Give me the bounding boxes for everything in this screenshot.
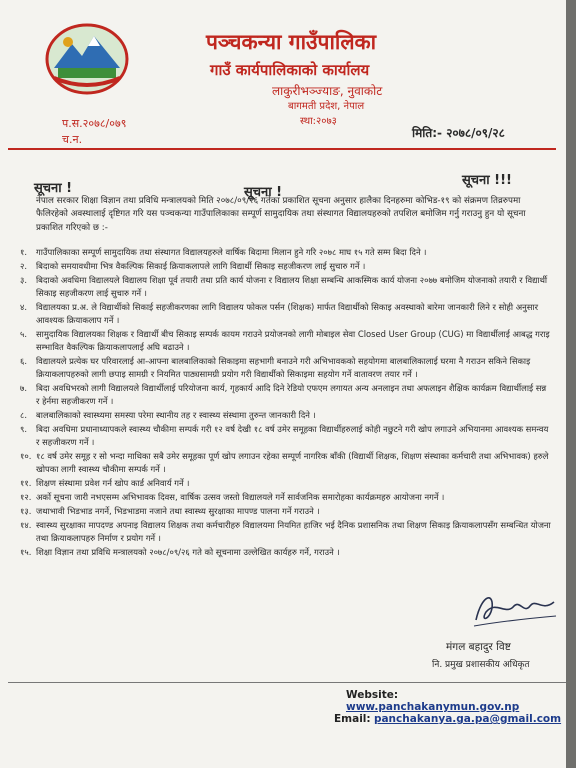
list-item-text: बालबालिकाको स्वास्थ्यमा समस्या परेमा स्थानीय तह र स्वास्थ्य संस्थामा तुरुन्त जानकारी दिने ।: [36, 410, 316, 420]
office-name: गाउँ कार्यपालिकाको कार्यालय: [210, 61, 370, 79]
list-item-text: विद्यालयले प्रत्येक घर परिवारलाई आ-आफ्ना बालबालिकाको सिकाइमा सहभागी बनाउने गरी अभिभावकको सहयोगमा बालबालिकालाई घरमा नै गराउन सकिने सिकाइ क्रियाकलापहरुको लागी छपाइ सामग्री र नियमित पाठ्यसामग्री प्रयोग गरी विद्यार्थीको सिकाइमा सहयोग गर्ने वातावरण तयार गर्ने ।: [36, 356, 531, 379]
list-item-number: १०.: [20, 451, 32, 461]
list-item: [20, 274, 552, 300]
footer-website: [346, 689, 566, 713]
directive-list: [20, 246, 552, 560]
list-item-text: बिदा अवधिभरको लागी विद्यालयले विद्यार्थीलाई परियोजना कार्य, गृहकार्य आदि दिने रेडियो एफएम लगायत अन्य अनलाइन तथा अफलाइन शैक्षिक कार्यक्रम विद्यार्थीलाई सन्न र हेर्नमा सहजीकरण गर्ने ।: [36, 383, 547, 406]
list-item: [20, 355, 552, 381]
dispatch-number: च.न.: [62, 133, 83, 146]
footer-divider: [8, 682, 566, 683]
list-item-number: ४.: [20, 302, 28, 312]
intro-paragraph: [36, 195, 554, 235]
signatory-name: मंगल बहादुर विष्ट: [446, 641, 511, 653]
intro-text: नेपाल सरकार शिक्षा विज्ञान तथा प्रविधि मन्त्रालयको मिति २०७८/०९/२६ गतेका प्रकाशित सूचना अनुसार हालैका दिनहरुमा कोभिड-१९ को संक्रमण तिव्ररुपमा फैलिरहेको अवस्थालाई दृष्टिगत गरि यस पञ्चकन्या गाउँपालिकाका सम्पूर्ण सामुदायिक तथा संस्थागत विद्यालयहरुको तपशिल बमोजिम गर्नु गराउनु हुन यो सूचना प्रकाशित गरिएको छ :-: [36, 196, 526, 233]
list-item-number: ७.: [20, 383, 28, 393]
list-item: [20, 519, 552, 545]
list-item-number: ९.: [20, 424, 28, 434]
municipality-emblem-logo: [44, 22, 130, 96]
list-item: [20, 246, 552, 259]
list-item: [20, 409, 552, 422]
list-item-number: ८.: [20, 410, 28, 420]
list-item: [20, 477, 552, 490]
list-item-number: १४.: [20, 520, 32, 530]
signatory-title: नि. प्रमुख प्रशासकीय अधिकृत: [432, 660, 530, 670]
list-item: [20, 450, 552, 476]
notice-heading-left: सूचना !: [34, 181, 73, 196]
header-divider: [8, 148, 556, 150]
list-item-number: १२.: [20, 492, 32, 502]
letter-date: मिति:- २०७८/०९/२८: [412, 126, 505, 140]
list-item-number: ५.: [20, 329, 28, 339]
list-item-text: सामुदायिक विद्यालयका शिक्षक र विद्यार्थी बीच सिकाइ सम्पर्क कायम गराउने प्रयोजनको लागी मोबाइल सेवा Closed User Group (CUG) मा विद्यार्थीलाई आबद्ध गराइ सम्भावित वैकल्पिक क्रियाकलापलाई अघि बढाउने ।: [36, 329, 550, 352]
notice-heading-right: सूचना !!!: [462, 173, 512, 188]
established-year: स्था:२०७३: [300, 116, 337, 127]
handwritten-signature: [470, 586, 560, 632]
list-item-text: शिक्षा विज्ञान तथा प्रविधि मन्त्रालयको २०७८/०९/२६ गते को सूचनामा उल्लेखित कार्यहरु गर्ने, गराउने ।: [36, 547, 340, 557]
list-item-number: ३.: [20, 275, 28, 285]
letter-number: प.स.२०७८/०७९: [62, 117, 127, 130]
notice-heading-center: सूचना !: [244, 185, 283, 200]
list-item-number: ६.: [20, 356, 28, 366]
list-item: [20, 260, 552, 273]
list-item: [20, 491, 552, 504]
list-item-number: ११.: [20, 478, 32, 488]
list-item: [20, 505, 552, 518]
email-link[interactable]: panchakanya.ga.pa@gmail.com: [373, 713, 562, 725]
list-item: [20, 301, 552, 327]
footer-email: [334, 713, 561, 725]
list-item-text: बिदाको समयावधीमा भित्र वैकल्पिक सिकाई क्रियाकलापले लागि विद्यार्थी सिकाइ सहजीकरण लाई सुचारु गर्ने ।: [36, 261, 366, 271]
list-item: [20, 546, 552, 559]
list-item-text: शिक्षण संस्थामा प्रवेश गर्न खोप कार्ड अनिवार्य गर्ने ।: [36, 478, 190, 488]
list-item-number: १५.: [20, 547, 32, 557]
list-item-number: २.: [20, 261, 28, 271]
list-item-text: बिदाको अवधिमा विद्यालयले विद्यालय शिक्षा पूर्व तयारी तथा प्रति कार्य योजना र विद्यालय शिक्षा सम्बन्धि आकस्मिक कार्य योजना २०७७ बमोजिम योजनाको तयारी र विद्यार्थी सिकाइ सहजीकरण लाई सुचारु गर्ने ।: [36, 275, 548, 298]
municipality-name: पञ्चकन्या गाउँपालिका: [206, 30, 377, 54]
list-item-text: स्वास्थ्य सुरक्षाका मापदण्ड अपनाइ विद्यालय शिक्षक तथा कर्मचारीहरु विद्यालयमा नियमित हाजिर भई दैनिक प्रशासनिक तथा शिक्षण सिकाइ क्रियाकलापसँग सम्बन्धित योजना तथा क्रियाकलापहरु निर्माण र प्रयोग गर्ने ।: [36, 520, 551, 543]
list-item-number: १३.: [20, 506, 32, 516]
list-item-text: अर्को सूचना जारी नभएसम्म अभिभावक दिवस, वार्षिक उत्सव जस्तो विद्यालयले गर्ने सार्वजनिक समारोहका कार्यक्रमहरु आयोजना नगर्ने ।: [36, 492, 445, 502]
email-label: Email:: [334, 713, 371, 725]
list-item: [20, 328, 552, 354]
list-item-number: १.: [20, 247, 28, 257]
list-item: [20, 382, 552, 408]
website-label: Website:: [346, 689, 399, 701]
website-link[interactable]: www.panchakanymun.gov.np: [346, 701, 520, 713]
list-item-text: १८ वर्ष उमेर समूह र सो भन्दा माथिका सबै उमेर समूहका पूर्ण खोप लगाउन रहेका सम्पूर्ण नागरिक बाँकी (विद्यार्थी शिक्षक, शिक्षण संस्थाका कर्मचारी तथा अभिभावक) हरुले खोपका लागी स्वास्थ्य चौकीमा सम्पर्क गर्ने ।: [36, 451, 549, 474]
office-province: बागमती प्रदेश, नेपाल: [288, 101, 365, 112]
office-address: लाकुरीभञ्ज्याङ, नुवाकोट: [272, 84, 383, 98]
list-item-text: जथाभावी भिडभाड नगर्ने, भिडभाडमा नजाने तथा स्वास्थ्य सुरक्षाका मापण्ड पालना गर्ने गराउने ।: [36, 506, 320, 516]
list-item-text: गाउँपालिकाका सम्पूर्ण सामुदायिक तथा संस्थागत विद्यालयहरुले वार्षिक बिदामा मिलान हुने गरि २०७८ माघ १५ गते सम्म बिदा दिने ।: [36, 247, 427, 257]
list-item-text: विद्यालयका प्र.अ. ले विद्यार्थीको सिकाई सहजीकरणका लागि विद्यालय फोकल पर्सन (शिक्षक) मार्फत विद्यार्थीको सिकाइ अवस्थाको बारेमा जानकारी लिने र सोही अनुसार आवश्यक क्रियाकलाप गर्ने ।: [36, 302, 538, 325]
list-item: [20, 423, 552, 449]
list-item-text: बिदा अवधिमा प्रधानाध्यापकले स्वास्थ्य चौकीमा सम्पर्क गरी १२ वर्ष देखी १८ वर्ष उमेर समूहका विद्यार्थीहरुलाई कोही नछुटने गरी खोप लगाउने अभियानमा आवश्यक समन्वय र सहजीकरण गर्ने ।: [36, 424, 549, 447]
